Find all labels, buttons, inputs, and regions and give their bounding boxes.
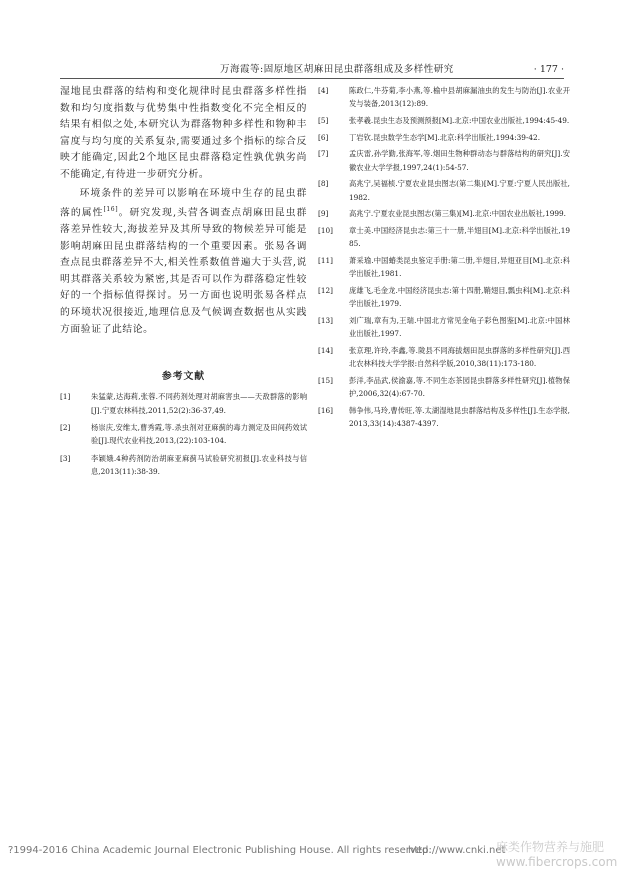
reference-item bbox=[318, 314, 570, 341]
reference-text: 朱猛蒙,达海莉,张蓉.不同药剂处理对胡麻害虫——天敌群落的影响[J].宁夏农林科技,2011,52(2):36-37,49. bbox=[91, 392, 307, 415]
reference-item bbox=[318, 224, 570, 251]
paragraph-1: 湿地昆虫群落的结构和变化规律时昆虫群落多样性指数和均匀度指数与优势集中性指数变化不完全相反的结果有相似之处,本研究认为群落物种多样性和物种丰富度与均匀度的关系复杂,需要通过多个指标的综合反映才能确定,因此2个地区昆虫群落稳定性孰优孰劣尚不能确定,有待进一步研究分析。 bbox=[60, 86, 307, 180]
reference-number: [10] bbox=[318, 225, 333, 235]
reference-item bbox=[318, 344, 570, 371]
reference-text: 萧采瑜.中国蝽类昆虫鉴定手册:第二册,半翅目,异翅亚目[M].北京:科学出版社,1981. bbox=[349, 255, 570, 279]
watermark-title: 麻类作物营养与施肥 bbox=[496, 840, 605, 854]
reference-text: 丁岩钦.昆虫数学生态学[M].北京:科学出版社,1994:39-42. bbox=[349, 132, 541, 142]
cnki-link[interactable]: http://www.cnki.net bbox=[408, 845, 506, 856]
reference-number: [14] bbox=[318, 345, 333, 355]
reference-text: 陈政仁,牛芬菊,李小燕,等.榆中县胡麻漏油虫的发生与防治[J].农业开发与装备,2013(12):89. bbox=[349, 86, 570, 109]
reference-text: 庞雄飞,毛金龙.中国经济昆虫志:第十四册,鞘翅目,瓢虫科[M].北京:科学出版社,1979. bbox=[349, 285, 570, 309]
right-column bbox=[318, 84, 570, 434]
reference-number: [1] bbox=[60, 392, 71, 402]
reference-text: 张京理,许玲,李鑫,等.陇县不同海拔烟田昆虫群落的多样性研究[J].西北农林科技大学学报:自然科学版,2010,38(11):173-180. bbox=[349, 345, 570, 369]
paragraph-2-text-b: 。研究发现,头营各调查点胡麻田昆虫群落差异性较大,海拔差异及其所导致的物候差异可能是影响胡麻田昆虫群落结构的一个重要因素。张易各调查点昆虫群落差异不大,相关性系数值普遍大于头营,说明其群落关系较为紧密,其是否可以作为群落稳定性较好的一个指标值得探讨。另一方面也说明张易各样点的环境状况很接近,地理信息及气候调查数据也从实践方面验证了此结论。 bbox=[60, 207, 307, 335]
paragraph-2 bbox=[60, 186, 307, 339]
citation-superscript[interactable]: [16] bbox=[103, 206, 119, 214]
reference-text: 李颖娥.4种药剂防治胡麻亚麻蓟马试验研究初报[J].农业科技与信息,2013(11):38-39. bbox=[91, 453, 307, 477]
reference-text: 孟庆雷,孙学勤,张海军,等.烟田生物种群动态与群落结构的研究[J].安徽农业大学学报,1997,24(1):54-57. bbox=[349, 149, 570, 172]
reference-item bbox=[60, 390, 307, 417]
page-number: · 177 · bbox=[533, 64, 564, 75]
reference-text: 彭洋,李品武,侯渝嘉,等.不同生态茶园昆虫群落多样性研究[J].植物保护,2006,32(4):67-70. bbox=[349, 375, 570, 399]
reference-number: [11] bbox=[318, 255, 333, 265]
reference-item bbox=[318, 147, 570, 174]
reference-number: [4] bbox=[318, 86, 329, 95]
reference-item bbox=[318, 404, 570, 431]
reference-number: [16] bbox=[318, 405, 333, 415]
reference-number: [13] bbox=[318, 315, 333, 325]
running-title: 万海霞等:固原地区胡麻田昆虫群落组成及多样性研究 bbox=[220, 64, 454, 75]
reference-text: 张孝羲.昆虫生态及预测预报[M].北京:中国农业出版社,1994:45-49. bbox=[349, 116, 570, 125]
reference-number: [9] bbox=[318, 209, 329, 219]
reference-number: [6] bbox=[318, 132, 329, 142]
reference-item bbox=[318, 131, 570, 144]
paragraph-2-text-a: 环境条件的差异可以影响在环境中生存的昆虫群落的属性 bbox=[60, 187, 307, 219]
reference-item bbox=[318, 84, 570, 111]
site-watermark bbox=[496, 840, 617, 870]
references-list-right bbox=[318, 84, 570, 431]
watermark-url: www.fibercrops.com bbox=[496, 855, 618, 869]
reference-item bbox=[318, 207, 570, 220]
reference-number: [15] bbox=[318, 375, 333, 385]
reference-text: 杨崇庆,安维太,曹秀霞,等.杀虫剂对亚麻蓟的毒力测定及田间药效试验[J].现代农业科技,2013,(22):103-104. bbox=[91, 422, 307, 446]
reference-text: 高兆宁,吴福桢.宁夏农业昆虫图志(第二集)[M].宁夏:宁夏人民出版社,1982. bbox=[349, 179, 570, 202]
references-list-left bbox=[60, 390, 307, 478]
reference-item bbox=[318, 177, 570, 204]
reference-item bbox=[318, 254, 570, 281]
reference-text: 章士美.中国经济昆虫志:第三十一册,半翅目[M].北京:科学出版社,1985. bbox=[349, 225, 570, 249]
reference-item bbox=[60, 421, 307, 448]
reference-item bbox=[60, 452, 307, 479]
reference-number: [5] bbox=[318, 116, 329, 125]
reference-number: [2] bbox=[60, 422, 71, 432]
reference-text: 韩争伟,马玲,曹传旺,等.太湖湿地昆虫群落结构及多样性[J].生态学报,2013,33(14):4387-4397. bbox=[349, 405, 570, 429]
left-column bbox=[60, 84, 307, 483]
reference-number: [8] bbox=[318, 179, 329, 189]
running-header bbox=[60, 62, 564, 79]
reference-text: 高兆宁.宁夏农业昆虫图志(第三集)[M].北京:中国农业出版社,1999. bbox=[349, 209, 566, 219]
reference-item bbox=[318, 284, 570, 311]
reference-number: [3] bbox=[60, 453, 71, 463]
copyright-notice: ?1994-2016 China Academic Journal Electronic Publishing House. All rights reserved. bbox=[8, 845, 432, 856]
reference-item bbox=[318, 114, 570, 127]
reference-item bbox=[318, 374, 570, 401]
references-heading: 参考文献 bbox=[161, 371, 206, 383]
reference-number: [7] bbox=[318, 149, 329, 159]
reference-number: [12] bbox=[318, 285, 333, 295]
reference-text: 刘广瑞,章有为,王瑞.中国北方常见金龟子彩色图鉴[M].北京:中国林业出版社,1997. bbox=[349, 315, 570, 339]
